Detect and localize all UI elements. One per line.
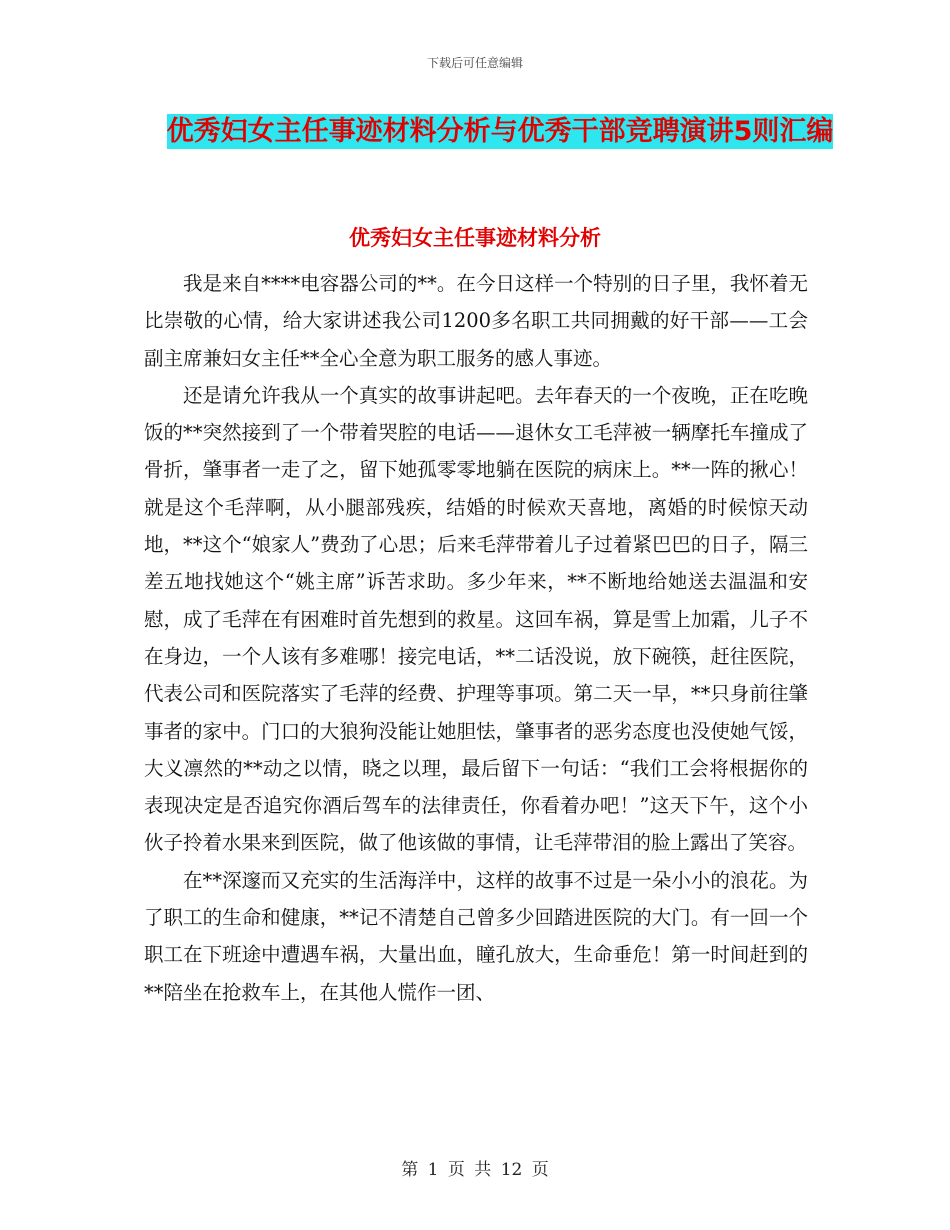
document-title <box>130 108 870 156</box>
page-footer: 第 1 页 共 12 页 <box>401 1160 549 1180</box>
header-note: 下载后可任意编辑 <box>426 56 523 70</box>
document-body <box>144 265 808 1011</box>
paragraph-2: 还是请允许我从一个真实的故事讲起吧。去年春天的一个夜晚，正在吃晚饭的**突然接到了一个带着哭腔的电话——退休女工毛萍被一辆摩托车撞成了骨折，肇事者一走了之，留下她孤零零地躺在医院的病床上。**一阵的揪心！就是这个毛萍啊，从小腿部残疾，结婚的时候欢天喜地，离婚的时候惊天动地，**这个“娘家人”费劲了心思；后来毛萍带着儿子过着紧巴巴的日子，隔三差五地找她这个“姚主席”诉苦求助。多少年来，**不断地给她送去温温和安慰，成了毛萍在有困难时首先想到的救星。这回车祸，算是雪上加霜，儿子不在身边，一个人该有多难哪！接完电话，**二话没说，放下碗筷，赶往医院，代表公司和医院落实了毛萍的经费、护理等事项。第二天一早，**只身前往肇事者的家中。门口的大狼狗没能让她胆怯，肇事者的恶劣态度也没使她气馁，大义凛然的**动之以情，晓之以理，最后留下一句话：“我们工会将根据你的表现决定是否追究你酒后驾车的法律责任，你看着办吧！”这天下午，这个小伙子拎着水果来到医院，做了他该做的事情，让毛萍带泪的脸上露出了笑容。 <box>144 383 808 855</box>
paragraph-1: 我是来自****电容器公司的**。在今日这样一个特别的日子里，我怀着无比崇敬的心情，给大家讲述我公司1200多名职工共同拥戴的好干部——工会副主席兼妇女主任**全心全意为职工服务的感人事迹。 <box>144 272 808 370</box>
document-title-text: 优秀妇女主任事迹材料分析与优秀干部竞聘演讲5则汇编 <box>166 116 834 147</box>
section-title: 优秀妇女主任事迹材料分析 <box>349 226 601 250</box>
paragraph-3: 在**深邃而又充实的生活海洋中，这样的故事不过是一朵小小的浪花。为了职工的生命和健康，**记不清楚自己曾多少回踏进医院的大门。有一回一个职工在下班途中遭遇车祸，大量出血，瞳孔放大，生命垂危！第一时间赶到的**陪坐在抢救车上，在其他人慌作一团、 <box>144 868 808 1004</box>
